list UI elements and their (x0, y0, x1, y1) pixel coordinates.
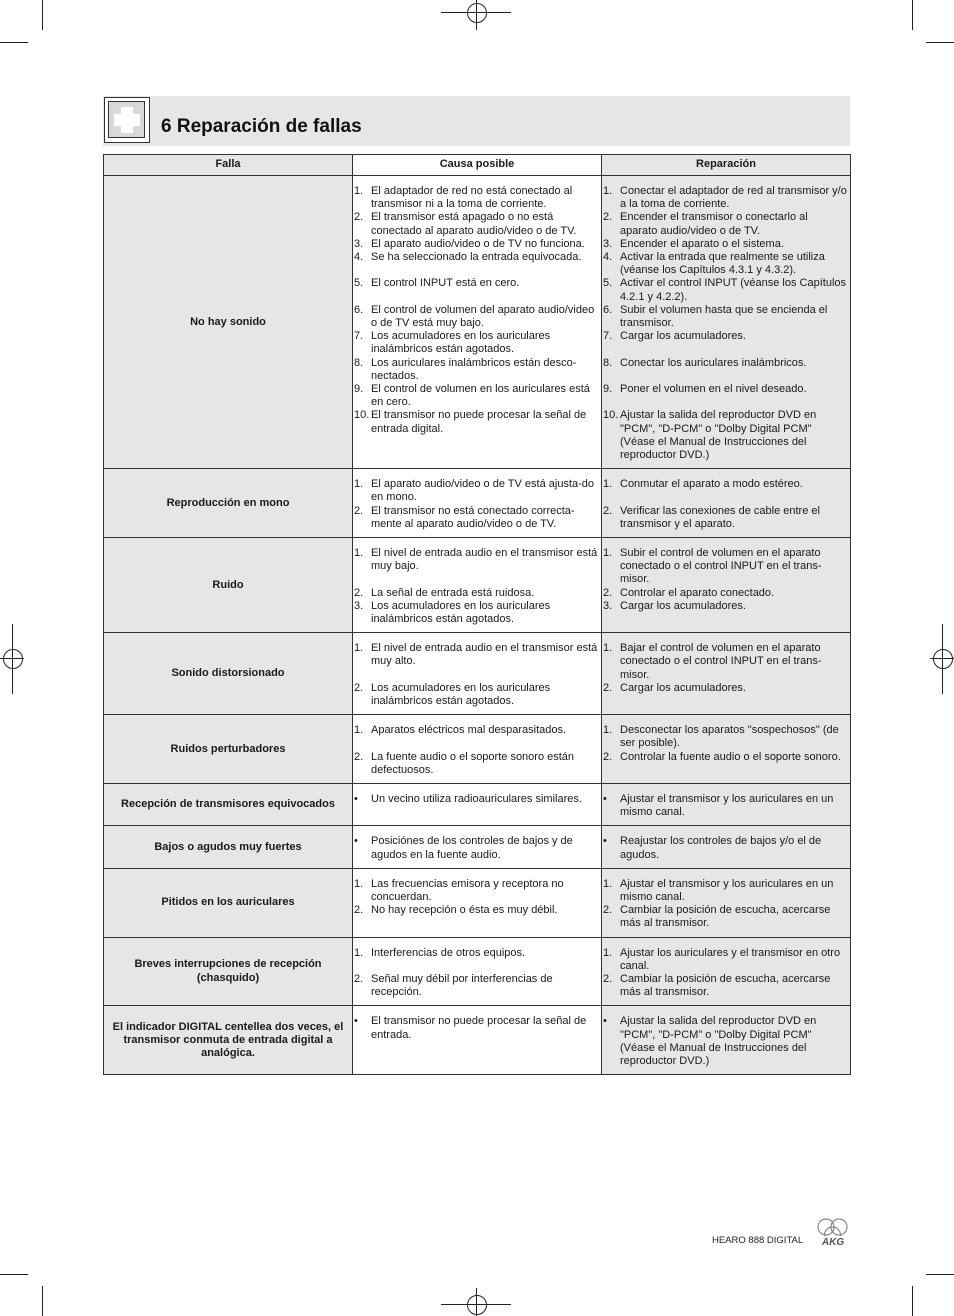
item-text: Verificar las conexiones de cable entre el transmisor y el aparato. (620, 504, 820, 530)
item-text: Aparatos eléctricos mal desparasitados. (371, 724, 567, 737)
item-text: Ajustar la salida del reproductor DVD en "PCM", "D-PCM" o "Dolby Digital PCM" (Véase el Manual de Instrucciones del reproductor DVD.) (620, 1015, 817, 1068)
repair-item (603, 682, 848, 695)
crop-mark (0, 42, 28, 43)
item-marker: 6. (603, 303, 613, 316)
cause-item (354, 185, 598, 211)
crop-mark (42, 1286, 43, 1316)
item-marker: • (603, 793, 607, 806)
item-marker: 2. (603, 504, 613, 517)
item-text: Controlar la fuente audio o el soporte sonoro. (620, 750, 841, 763)
item-text: Los acumuladores en los auriculares inalámbricos están agotados. (371, 599, 551, 626)
cause-item (354, 357, 598, 383)
item-text: La fuente audio o el soporte sonoro están defectuosos. (371, 750, 575, 776)
item-text: Encender el aparato o el sistema. (620, 237, 784, 250)
cause-item (354, 973, 598, 999)
causa-cell (353, 868, 602, 937)
cause-item (354, 478, 598, 504)
falla-cell: Ruido (104, 538, 353, 633)
crop-mark (0, 1274, 28, 1275)
item-marker: • (354, 835, 358, 848)
item-marker: 2. (354, 504, 364, 517)
repair-item (603, 251, 848, 277)
falla-cell: No hay sonido (104, 176, 353, 469)
causa-cell (353, 937, 602, 1006)
causa-cell (353, 715, 602, 784)
item-text: El nivel de entrada audio en el transmisor está muy alto. (371, 642, 598, 668)
cause-item (354, 793, 598, 806)
cause-item (354, 277, 598, 290)
table-row (104, 715, 851, 784)
item-marker: 1. (603, 478, 613, 491)
item-text: Cargar los acumuladores. (620, 681, 746, 694)
column-header-reparacion: Reparación (602, 155, 851, 176)
item-text: El transmisor no puede procesar la señal de entrada. (371, 1015, 587, 1041)
cause-item (354, 682, 598, 708)
item-text: Controlar el aparato conectado. (620, 586, 775, 599)
item-text: Subir el volumen hasta que se encienda el transmisor. (620, 303, 828, 330)
item-text: Los auriculares inalámbricos están desco-nectados. (371, 356, 577, 382)
repair-item (603, 211, 848, 237)
item-marker: 2. (354, 586, 364, 599)
item-marker: 1. (354, 547, 364, 560)
item-marker: 1. (603, 724, 613, 737)
item-marker: 1. (354, 877, 364, 890)
item-text: Cargar los acumuladores. (620, 599, 746, 612)
item-text: El aparato audio/video o de TV no funciona. (371, 237, 585, 250)
item-text: Conectar el adaptador de red al transmisor y/o a la toma de corriente. (620, 185, 847, 211)
item-marker: 2. (603, 586, 613, 599)
repair-item (603, 547, 848, 587)
item-marker: 2. (603, 973, 613, 986)
falla-cell: Recepción de transmisores equivocados (104, 784, 353, 826)
column-header-causa: Causa posible (353, 155, 602, 176)
item-text: Las frecuencias emisora y receptora no concuerdan. (371, 877, 564, 904)
cause-item (354, 251, 598, 264)
item-marker: 2. (354, 211, 364, 224)
falla-cell: Reproducción en mono (104, 469, 353, 538)
repair-item (603, 878, 848, 904)
item-text: El adaptador de red no está conectado al transmisor ni a la toma de corriente. (371, 185, 573, 211)
causa-cell (353, 1006, 602, 1075)
item-text: Un vecino utiliza radioauriculares similares. (371, 793, 582, 806)
item-marker: 10. (603, 409, 619, 422)
item-marker: 1. (354, 724, 364, 737)
item-marker: 10. (354, 409, 370, 422)
item-text: Poner el volumen en el nivel deseado. (620, 383, 807, 396)
cause-item (354, 1015, 598, 1041)
repair-item (603, 277, 848, 303)
item-marker: 7. (603, 330, 613, 343)
item-marker: 2. (603, 904, 613, 917)
crop-mark (42, 0, 43, 30)
causa-cell (353, 826, 602, 868)
table-row (104, 633, 851, 715)
item-marker: 5. (603, 277, 613, 290)
item-marker: 3. (603, 599, 613, 612)
reparacion-cell (602, 1006, 851, 1075)
item-marker: 9. (603, 383, 613, 396)
cause-item (354, 835, 598, 861)
repair-item (603, 947, 848, 973)
table-row (104, 784, 851, 826)
item-marker: 4. (354, 251, 364, 264)
crop-mark (912, 1286, 913, 1316)
repair-item (603, 642, 848, 682)
reparacion-cell (602, 826, 851, 868)
repair-item (603, 330, 848, 343)
repair-item (603, 505, 848, 531)
troubleshooting-table (103, 154, 851, 1075)
repair-item (603, 238, 848, 251)
item-text: Activar el control INPUT (véanse los Capítulos 4.2.1 y 4.2.2). (620, 277, 846, 303)
table-row (104, 176, 851, 469)
table-row (104, 868, 851, 937)
item-text: El transmisor está apagado o no está conectado al aparato audio/video o de TV. (371, 211, 577, 237)
item-marker: 1. (354, 478, 364, 491)
cause-item (354, 724, 598, 737)
reparacion-cell (602, 784, 851, 826)
column-header-falla: Falla (104, 155, 353, 176)
item-text: Ajustar los auriculares y el transmisor en otro canal. (620, 946, 841, 972)
item-marker: 2. (354, 681, 364, 694)
cause-item (354, 600, 598, 626)
item-text: El control de volumen en los auriculares está en cero. (371, 383, 590, 409)
reparacion-cell (602, 176, 851, 469)
falla-cell: Ruidos perturbadores (104, 715, 353, 784)
logo-text: AKG (821, 1237, 845, 1248)
item-text: Los acumuladores en los auriculares inalámbricos están agotados. (371, 681, 551, 708)
falla-cell: Pitidos en los auriculares (104, 868, 353, 937)
item-marker: 7. (354, 330, 364, 343)
item-text: Encender el transmisor o conectarlo al aparato audio/video o de TV. (620, 211, 808, 237)
item-text: Desconectar los aparatos "sospechosos" (de ser posible). (620, 724, 839, 750)
item-text: Reajustar los controles de bajos y/o el de agudos. (620, 835, 822, 861)
item-marker: • (354, 1015, 358, 1028)
akg-logo (815, 1216, 851, 1255)
reparacion-cell (602, 538, 851, 633)
repair-item (603, 185, 848, 211)
item-marker: • (354, 793, 358, 806)
causa-cell (353, 784, 602, 826)
item-text: El control INPUT está en cero. (371, 277, 520, 290)
cause-item (354, 304, 598, 330)
item-marker: 2. (354, 904, 364, 917)
item-text: Se ha seleccionado la entrada equivocada. (371, 251, 582, 264)
cause-item (354, 587, 598, 600)
item-text: Activar la entrada que realmente se utiliza (véanse los Capítulos 4.3.1 y 4.3.2). (620, 251, 825, 277)
reparacion-cell (602, 868, 851, 937)
falla-cell: Sonido distorsionado (104, 633, 353, 715)
item-marker: 1. (603, 185, 613, 197)
cause-item (354, 878, 598, 904)
item-text: Interferencias de otros equipos. (371, 946, 526, 959)
page-title: 6 Reparación de fallas (161, 116, 362, 137)
repair-item (603, 383, 848, 396)
causa-cell (353, 538, 602, 633)
item-marker: 1. (354, 946, 364, 959)
item-text: No hay recepción o ésta es muy débil. (371, 904, 558, 917)
item-marker: 3. (354, 599, 364, 612)
item-marker: 2. (354, 750, 364, 763)
cause-item (354, 409, 598, 435)
falla-cell: Bajos o agudos muy fuertes (104, 826, 353, 868)
item-text: Ajustar el transmisor y los auriculares en un mismo canal. (620, 877, 834, 904)
item-text: La señal de entrada está ruidosa. (371, 586, 535, 599)
item-text: El transmisor no puede procesar la señal de entrada digital. (371, 409, 587, 435)
item-marker: 3. (603, 237, 613, 250)
repair-item (603, 793, 848, 819)
table-row (104, 538, 851, 633)
cause-item (354, 751, 598, 777)
item-marker: 2. (603, 681, 613, 694)
cause-item (354, 505, 598, 531)
item-marker: • (603, 835, 607, 848)
cause-item (354, 211, 598, 237)
repair-item (603, 478, 848, 491)
item-text: El control de volumen del aparato audio/video o de TV está muy bajo. (371, 303, 595, 329)
item-marker: 4. (603, 251, 613, 264)
item-marker: 1. (603, 547, 613, 560)
item-text: Bajar el control de volumen en el aparato conectado o el control INPUT en el trans-misor. (620, 642, 822, 681)
item-marker: 8. (354, 356, 364, 369)
item-marker: 1. (603, 946, 613, 959)
item-text: Subir el control de volumen en el aparato conectado o el control INPUT en el trans-misor. (620, 547, 822, 586)
repair-item (603, 1015, 848, 1068)
repair-item (603, 304, 848, 330)
first-aid-cross-icon (104, 97, 150, 143)
reparacion-cell (602, 715, 851, 784)
item-marker: 3. (354, 237, 364, 250)
repair-item (603, 751, 848, 764)
item-text: El nivel de entrada audio en el transmisor está muy bajo. (371, 547, 598, 573)
cause-item (354, 330, 598, 356)
item-text: Ajustar la salida del reproductor DVD en "PCM", "D-PCM" o "Dolby Digital PCM" (Véase el Manual de Instrucciones del reproductor DVD.) (620, 409, 817, 462)
cause-item (354, 642, 598, 668)
item-marker: • (603, 1015, 607, 1028)
item-text: Conmutar el aparato a modo estéreo. (620, 478, 803, 491)
table-row (104, 826, 851, 868)
repair-item (603, 409, 848, 462)
footer-product-name: HEARO 888 DIGITAL (712, 1235, 804, 1246)
cause-item (354, 947, 598, 960)
falla-cell: Breves interrupciones de recepción (chasquido) (104, 937, 353, 1006)
item-text: Posiciónes de los controles de bajos y de agudos en la fuente audio. (371, 835, 573, 861)
item-text: Cambiar la posición de escucha, acercarse más al transmisor. (620, 973, 831, 999)
cause-item (354, 547, 598, 573)
item-text: Cargar los acumuladores. (620, 330, 746, 343)
falla-cell: El indicador DIGITAL centellea dos veces, el transmisor conmuta de entrada digital a analógica. (104, 1006, 353, 1075)
item-marker: 1. (354, 185, 364, 197)
item-marker: 6. (354, 303, 364, 316)
repair-item (603, 904, 848, 930)
reparacion-cell (602, 469, 851, 538)
cause-item (354, 238, 598, 251)
crop-mark (926, 1274, 954, 1275)
item-marker: 9. (354, 383, 364, 396)
repair-item (603, 835, 848, 861)
item-text: Ajustar el transmisor y los auriculares en un mismo canal. (620, 793, 834, 819)
repair-item (603, 587, 848, 600)
item-text: Conectar los auriculares inalámbricos. (620, 356, 807, 369)
reparacion-cell (602, 937, 851, 1006)
crop-mark (926, 42, 954, 43)
table-header-row (104, 155, 851, 176)
item-text: Los acumuladores en los auriculares inalámbricos están agotados. (371, 330, 551, 356)
item-text: Cambiar la posición de escucha, acercarse más al transmisor. (620, 904, 831, 930)
item-marker: 2. (354, 973, 364, 986)
item-text: El transmisor no está conectado correcta-mente al aparato audio/video o de TV. (371, 504, 575, 530)
cause-item (354, 904, 598, 917)
item-marker: 1. (603, 877, 613, 890)
table-row (104, 1006, 851, 1075)
item-marker: 2. (603, 750, 613, 763)
repair-item (603, 600, 848, 613)
item-text: El aparato audio/video o de TV está ajusta-do en mono. (371, 478, 595, 504)
repair-item (603, 973, 848, 999)
cause-item (354, 383, 598, 409)
repair-item (603, 357, 848, 370)
table-row (104, 937, 851, 1006)
reparacion-cell (602, 633, 851, 715)
item-marker: 5. (354, 277, 364, 290)
crop-mark (912, 0, 913, 30)
item-marker: 8. (603, 356, 613, 369)
causa-cell (353, 633, 602, 715)
causa-cell (353, 176, 602, 469)
item-marker: 1. (603, 642, 613, 655)
item-marker: 2. (603, 211, 613, 224)
item-marker: 1. (354, 642, 364, 655)
item-text: Señal muy débil por interferencias de recepción. (371, 973, 553, 999)
repair-item (603, 724, 848, 750)
causa-cell (353, 469, 602, 538)
table-row (104, 469, 851, 538)
